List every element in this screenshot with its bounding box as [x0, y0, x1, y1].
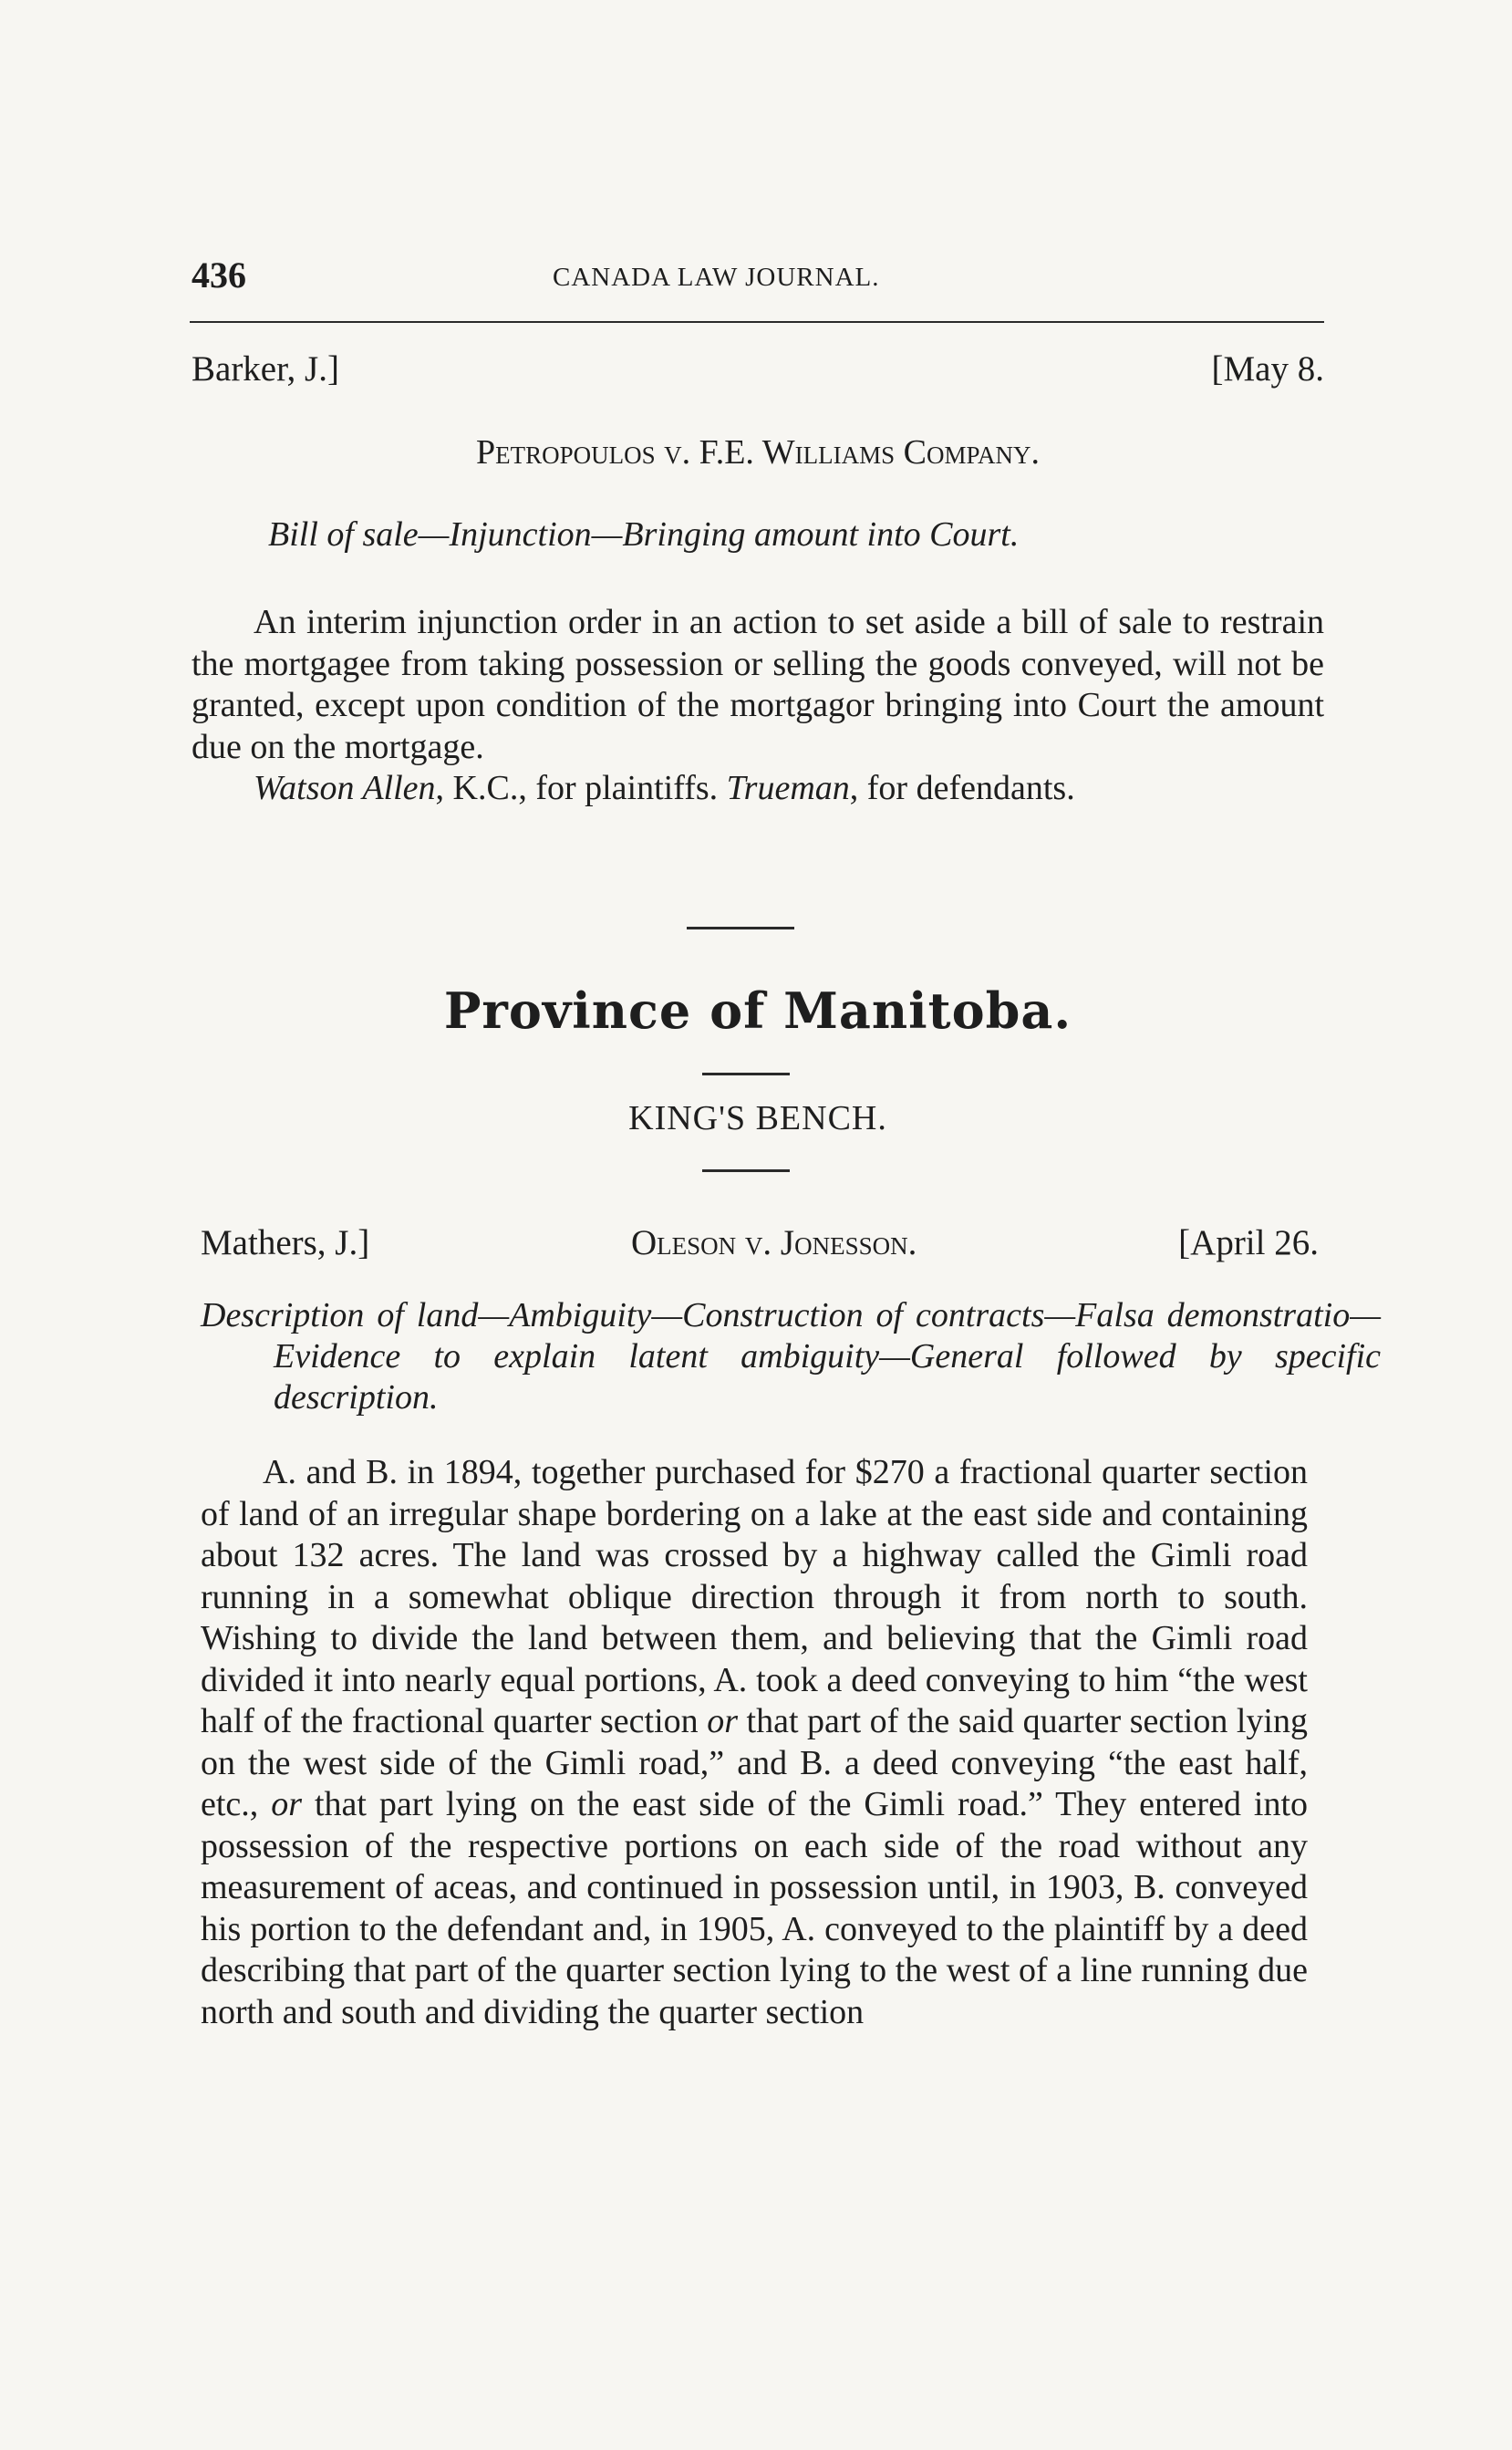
- case1-text: [192, 602, 1324, 810]
- case1-headnote: Bill of sale—Injunction—Bringing amount into Court.: [268, 515, 1020, 554]
- header-rule: [190, 321, 1324, 323]
- province-divider: [702, 1073, 790, 1075]
- section-divider: [687, 927, 794, 929]
- counsel-plaintiff-name: Watson Allen: [254, 769, 436, 807]
- case1-date: [May 8.: [1211, 349, 1324, 389]
- case1-title: Petropoulos v. F.E. Williams Company.: [475, 433, 1040, 472]
- case1-counsel: [192, 768, 1324, 810]
- case1-body: An interim injunction order in an action to set aside a bill of sale to restrain the mortgagee from taking possession or selling the goods conveyed, will not be granted, except upon condition of the mortgagor bringing into Court the amount due on the mortgage.: [192, 603, 1324, 766]
- case2-or-1: or: [707, 1702, 738, 1740]
- case2-body-part3: that part lying on the east side of the Gimli road.” They entered into possession of the respective portions on each side of the road without any measurement of aceas, and continued in possession until, in 1903, B. conveyed his portion to the defendant and, in 1905, A. conveyed to the plaintiff by a deed describing that part of the quarter section lying to the west of a line running due north and south and dividing the quarter section: [201, 1785, 1308, 2031]
- court-divider: [702, 1169, 790, 1172]
- counsel-plaintiff-text: , K.C., for plaintiffs.: [435, 769, 719, 807]
- case1-judge: Barker, J.]: [192, 349, 339, 389]
- court-heading: KING'S BENCH.: [628, 1099, 887, 1137]
- case1-byline: [192, 348, 1324, 389]
- case2-judge: Mathers, J.]: [201, 1223, 370, 1262]
- journal-title: CANADA LAW JOURNAL.: [553, 263, 880, 292]
- page-number: 436: [192, 254, 246, 296]
- case2-body: [201, 1452, 1308, 2033]
- counsel-defendant-text: , for defendants.: [849, 769, 1075, 807]
- case2-body-part2: that part of the said quarter section lying on the west side of the Gimli road,” and B. a deed conveying “the east half, etc.,: [201, 1702, 1308, 1823]
- case2-title: Oleson v. Jonesson.: [631, 1223, 917, 1262]
- province-heading: Province of Manitoba.: [443, 981, 1072, 1040]
- case2-date: [April 26.: [1178, 1223, 1319, 1262]
- case2-body-part1: A. and B. in 1894, together purchased for $270 a fractional quarter section of land of an irregular shape bordering on a lake at the east side and containing about 132 acres. The land was crossed by a highway called the Gimli road running in a somewhat oblique direction through it from north to south. Wishing to divide the land between them, and believing that the Gimli road divided it into nearly equal portions, A. took a deed conveying to him “the west half of the fractional quarter section: [201, 1453, 1308, 1740]
- case2-headnote: Description of land—Ambiguity—Construction of contracts—Falsa demonstratio—Evidence to explain latent ambiguity—General followed by specific description.: [201, 1296, 1381, 1417]
- counsel-defendant-name: Trueman: [726, 769, 850, 807]
- case2-byline: [201, 1222, 1319, 1263]
- case2-or-2: or: [271, 1785, 303, 1823]
- case2-text: [201, 1452, 1308, 2033]
